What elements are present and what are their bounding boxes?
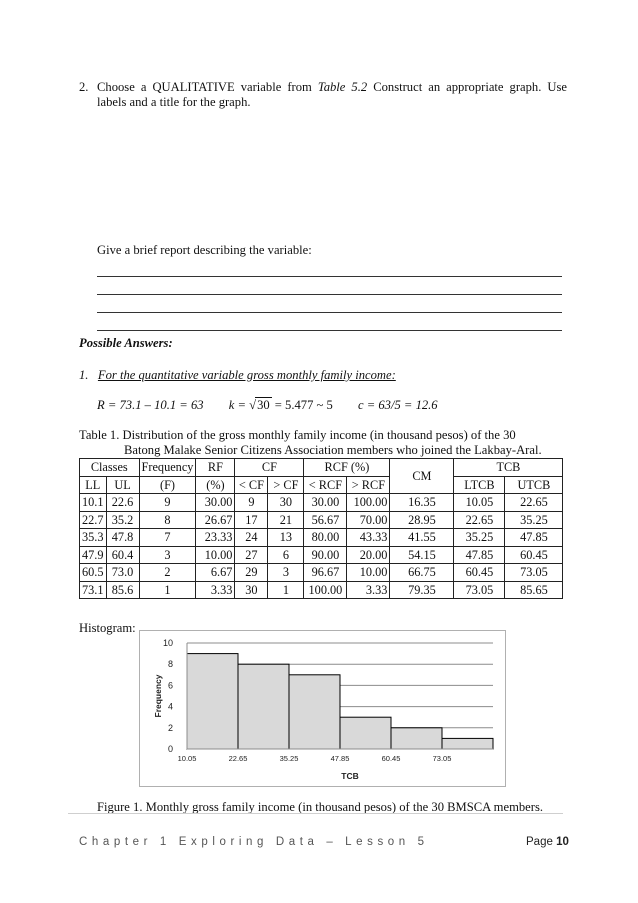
table-cell: 6.67 xyxy=(196,564,235,582)
y-tick-label: 4 xyxy=(167,701,173,712)
table-cell: 79.35 xyxy=(390,581,454,599)
table-cell: 35.2 xyxy=(106,511,139,529)
header-rf: RF xyxy=(196,459,235,477)
table-cell: 20.00 xyxy=(347,546,390,564)
footer-rule xyxy=(68,813,563,814)
table-cell: 28.95 xyxy=(390,511,454,529)
table-cell: 22.6 xyxy=(106,494,139,512)
table-cell: 22.65 xyxy=(454,511,505,529)
table-cell: 100.00 xyxy=(347,494,390,512)
header-gt-rcf: > RCF xyxy=(347,476,390,494)
table-cell: 85.65 xyxy=(505,581,563,599)
table-row xyxy=(80,581,563,599)
table-cell: 41.55 xyxy=(390,529,454,547)
table-cell: 47.9 xyxy=(80,546,107,564)
table-cell: 21 xyxy=(268,511,304,529)
formula-k-radicand: 30 xyxy=(257,398,270,412)
answer-line xyxy=(97,277,562,295)
table-cell: 47.8 xyxy=(106,529,139,547)
table-row xyxy=(80,494,563,512)
formula-class-width: c = 63/5 = 12.6 xyxy=(358,398,438,412)
table-cell: 6 xyxy=(268,546,304,564)
table-cell: 60.4 xyxy=(106,546,139,564)
histogram-svg xyxy=(140,631,505,786)
table-cell: 90.00 xyxy=(304,546,347,564)
header-ul: UL xyxy=(106,476,139,494)
table-cell: 17 xyxy=(235,511,268,529)
table-cell: 30 xyxy=(235,581,268,599)
histogram-bar xyxy=(187,654,238,749)
table-cell: 73.05 xyxy=(505,564,563,582)
header-frequency: Frequency xyxy=(139,459,196,477)
answers-heading: Possible Answers: xyxy=(79,336,173,350)
table-cell: 2 xyxy=(139,564,196,582)
table-cell: 26.67 xyxy=(196,511,235,529)
table-caption-line2: Batong Malake Senior Citizens Association members who joined the Lakbay-Aral. xyxy=(124,443,542,457)
table-cell: 73.0 xyxy=(106,564,139,582)
table-cell: 1 xyxy=(139,581,196,599)
table-cell: 60.45 xyxy=(454,564,505,582)
x-axis-title: TCB xyxy=(341,771,359,781)
header-cf: CF xyxy=(235,459,304,477)
table-cell: 24 xyxy=(235,529,268,547)
x-tick-label: 73.05 xyxy=(432,754,452,763)
y-tick-label: 6 xyxy=(167,680,173,691)
table-cell: 3.33 xyxy=(196,581,235,599)
histogram-bar xyxy=(238,664,289,749)
answer-line xyxy=(97,313,562,331)
sqrt-icon: √ xyxy=(249,398,257,412)
table-body xyxy=(80,494,563,599)
y-tick-label: 8 xyxy=(167,659,173,670)
y-axis-title: Frequency xyxy=(153,674,163,718)
table-row xyxy=(80,564,563,582)
histogram-bar xyxy=(391,728,442,749)
table-row xyxy=(80,546,563,564)
header-ll: LL xyxy=(80,476,107,494)
table-cell: 60.5 xyxy=(80,564,107,582)
table-caption-line1: Table 1. Distribution of the gross monthly family income (in thousand pesos) of the 30 xyxy=(79,428,516,442)
header-gt-cf: > CF xyxy=(268,476,304,494)
y-tick-label: 0 xyxy=(167,744,173,754)
table-cell: 10.00 xyxy=(196,546,235,564)
header-tcb: TCB xyxy=(454,459,563,477)
table-cell: 73.1 xyxy=(80,581,107,599)
footer-chapter: Chapter 1 Exploring Data – Lesson 5 xyxy=(79,836,429,848)
table-row xyxy=(80,511,563,529)
report-prompt: Give a brief report describing the variable: xyxy=(97,243,312,257)
table-cell: 47.85 xyxy=(454,546,505,564)
table-cell: 10.00 xyxy=(347,564,390,582)
x-tick-label: 22.65 xyxy=(228,754,248,763)
table-cell: 80.00 xyxy=(304,529,347,547)
question-text-part2: Construct an appropriate graph. Use labels and a title for the graph. xyxy=(97,80,567,109)
header-f: (F) xyxy=(139,476,196,494)
table-cell: 3 xyxy=(268,564,304,582)
table-cell: 35.3 xyxy=(80,529,107,547)
answer-line xyxy=(97,295,562,313)
table-cell: 30.00 xyxy=(196,494,235,512)
footer-page-number: 10 xyxy=(556,836,569,848)
table-cell: 56.67 xyxy=(304,511,347,529)
histogram-chart xyxy=(139,630,506,787)
question-table-ref: Table 5.2 xyxy=(317,80,368,94)
formula-range: R = 73.1 – 10.1 = 63 xyxy=(97,398,204,412)
header-rcf: RCF (%) xyxy=(304,459,390,477)
table-row xyxy=(80,529,563,547)
header-cm: CM xyxy=(390,459,454,494)
table-cell: 8 xyxy=(139,511,196,529)
formula-line xyxy=(97,397,438,413)
header-rf-pct: (%) xyxy=(196,476,235,494)
answer-lines xyxy=(97,259,562,331)
table-cell: 96.67 xyxy=(304,564,347,582)
table-cell: 3 xyxy=(139,546,196,564)
table-cell: 29 xyxy=(235,564,268,582)
table-cell: 43.33 xyxy=(347,529,390,547)
table-cell: 10.1 xyxy=(80,494,107,512)
header-utcb: UTCB xyxy=(505,476,563,494)
table-cell: 9 xyxy=(235,494,268,512)
table-cell: 1 xyxy=(268,581,304,599)
x-tick-label: 47.85 xyxy=(330,754,350,763)
footer-page xyxy=(526,836,569,848)
table-cell: 7 xyxy=(139,529,196,547)
question-text xyxy=(97,80,567,110)
table-cell: 10.05 xyxy=(454,494,505,512)
table-cell: 30 xyxy=(268,494,304,512)
footer-page-label: Page xyxy=(526,836,553,848)
question-text-part1: Choose a QUALITATIVE variable from xyxy=(97,80,318,94)
y-tick-label: 10 xyxy=(162,638,173,648)
formula-k-suffix: = 5.477 ~ 5 xyxy=(271,398,333,412)
answer-item-number: 1. xyxy=(79,368,89,382)
table-cell: 9 xyxy=(139,494,196,512)
answer-line xyxy=(97,259,562,277)
header-ltcb: LTCB xyxy=(454,476,505,494)
header-lt-rcf: < RCF xyxy=(304,476,347,494)
table-cell: 66.75 xyxy=(390,564,454,582)
x-tick-label: 60.45 xyxy=(381,754,401,763)
table-cell: 13 xyxy=(268,529,304,547)
formula-k-prefix: k = xyxy=(228,398,250,412)
header-classes: Classes xyxy=(80,459,140,477)
frequency-table xyxy=(79,458,563,599)
table-cell: 23.33 xyxy=(196,529,235,547)
histogram-bar xyxy=(340,717,391,749)
table-cell: 54.15 xyxy=(390,546,454,564)
x-tick-label: 35.25 xyxy=(279,754,299,763)
question-number: 2. xyxy=(79,80,89,94)
table-cell: 30.00 xyxy=(304,494,347,512)
histogram-bar xyxy=(442,738,493,749)
table-cell: 27 xyxy=(235,546,268,564)
answer-item xyxy=(79,368,396,383)
y-tick-label: 2 xyxy=(167,722,173,733)
table-cell: 70.00 xyxy=(347,511,390,529)
table-cell: 22.7 xyxy=(80,511,107,529)
histogram-bar xyxy=(289,675,340,749)
table-cell: 60.45 xyxy=(505,546,563,564)
figure-caption: Figure 1. Monthly gross family income (in thousand pesos) of the 30 BMSCA members. xyxy=(97,800,543,814)
histogram-label: Histogram: xyxy=(79,621,136,635)
table-cell: 16.35 xyxy=(390,494,454,512)
table-cell: 22.65 xyxy=(505,494,563,512)
answer-item-text: For the quantitative variable gross monthly family income: xyxy=(97,368,396,382)
table-cell: 3.33 xyxy=(347,581,390,599)
table-cell: 47.85 xyxy=(505,529,563,547)
table-cell: 85.6 xyxy=(106,581,139,599)
table-cell: 35.25 xyxy=(454,529,505,547)
x-tick-label: 10.05 xyxy=(177,754,197,763)
table-cell: 73.05 xyxy=(454,581,505,599)
header-lt-cf: < CF xyxy=(235,476,268,494)
table-cell: 100.00 xyxy=(304,581,347,599)
table-cell: 35.25 xyxy=(505,511,563,529)
